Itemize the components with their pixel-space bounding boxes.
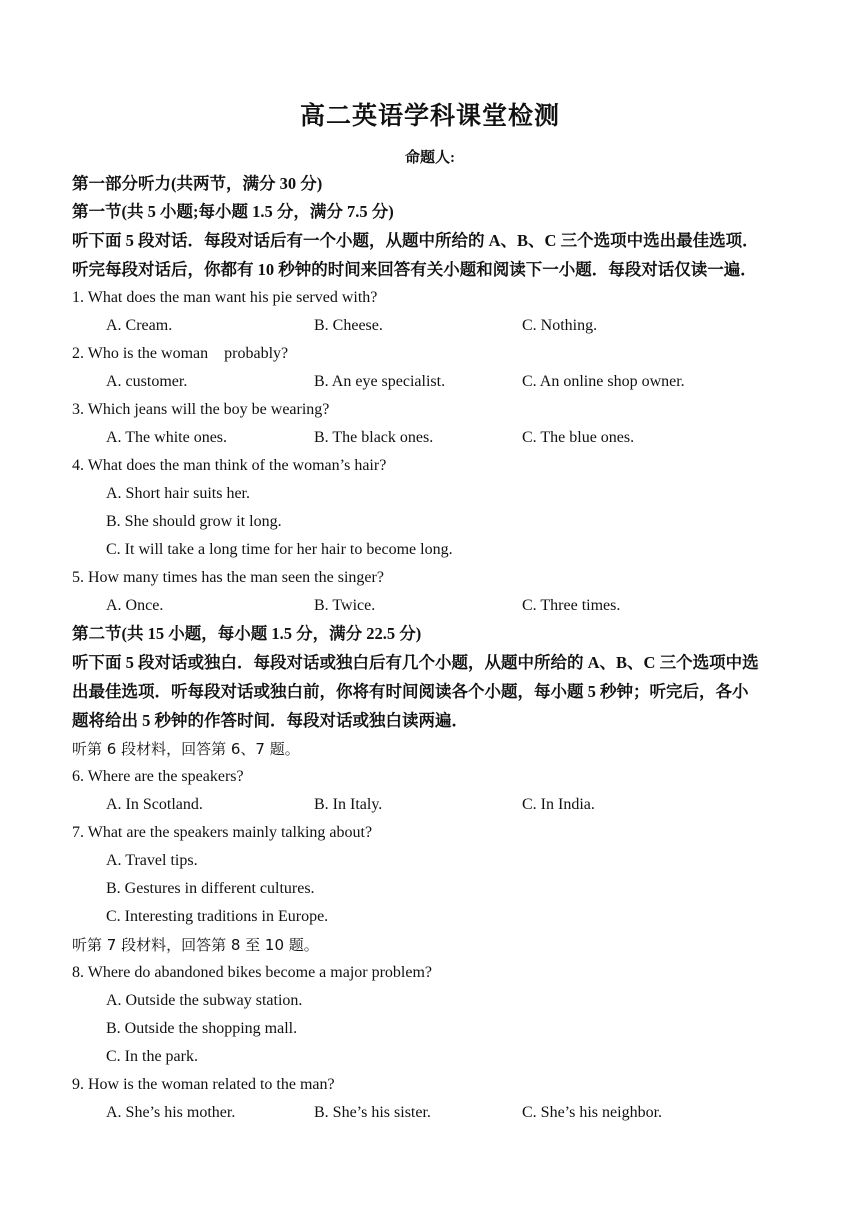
options-row bbox=[72, 791, 792, 819]
option-a: A. Short hair suits her. bbox=[106, 485, 250, 502]
section1-heading: 第一节(共 5 小题;每小题 1.5 分，满分 7.5 分) bbox=[72, 202, 394, 221]
option-c: C. Interesting traditions in Europe. bbox=[106, 908, 329, 925]
option-a: A. Once. bbox=[106, 597, 164, 614]
option-b: B. She’s his sister. bbox=[314, 1104, 431, 1121]
question-stem: 5. How many times has the man seen the singer? bbox=[72, 569, 384, 586]
options-row bbox=[72, 1099, 792, 1127]
author-label: 命题人: bbox=[405, 150, 455, 166]
question-stem: 4. What does the man think of the woman’s hair? bbox=[72, 457, 387, 474]
section2-instruction-line: 题将给出 5 秒钟的作答时间．每段对话或独白读两遍． bbox=[72, 711, 468, 730]
option-b: B. Outside the shopping mall. bbox=[106, 1020, 298, 1037]
option-a: A. Travel tips. bbox=[106, 852, 198, 869]
option-c: C. In India. bbox=[522, 796, 595, 813]
option-a: A. customer. bbox=[106, 373, 188, 390]
option-a: A. The white ones. bbox=[106, 429, 228, 446]
page-title: 高二英语学科课堂检测 bbox=[299, 103, 560, 130]
option-b: B. The black ones. bbox=[314, 429, 434, 446]
question-stem: 3. Which jeans will the boy be wearing? bbox=[72, 401, 330, 418]
option-c: C. It will take a long time for her hair to become long. bbox=[106, 541, 453, 558]
option-c: C. Nothing. bbox=[522, 317, 598, 334]
options-row bbox=[72, 312, 792, 340]
question-stem: 8. Where do abandoned bikes become a major problem? bbox=[72, 964, 433, 981]
option-a: A. She’s his mother. bbox=[106, 1104, 236, 1121]
exam-content bbox=[72, 170, 792, 1127]
option-a: A. Cream. bbox=[106, 317, 173, 334]
option-c: C. The blue ones. bbox=[522, 429, 635, 446]
question-stem: 9. How is the woman related to the man? bbox=[72, 1076, 335, 1093]
question-stem: 6. Where are the speakers? bbox=[72, 768, 244, 785]
option-b: B. Gestures in different cultures. bbox=[106, 880, 315, 897]
options-row bbox=[72, 592, 792, 620]
question-stem: 1. What does the man want his pie served with? bbox=[72, 289, 378, 306]
option-a: A. In Scotland. bbox=[106, 796, 203, 813]
options-row bbox=[72, 368, 792, 396]
options-row bbox=[72, 424, 792, 452]
section1-instruction-line: 听下面 5 段对话．每段对话后有一个小题，从题中所给的 A、B、C 三个选项中选出最佳选项． bbox=[72, 231, 759, 250]
part1-heading: 第一部分听力(共两节，满分 30 分) bbox=[72, 174, 323, 193]
section1-instruction-line: 听完每段对话后，你都有 10 秒钟的时间来回答有关小题和阅读下一小题．每段对话仅读一遍． bbox=[72, 260, 757, 279]
section2-instruction-line: 听下面 5 段对话或独白．每段对话或独白后有几个小题，从题中所给的 A、B、C 三个选项中选 bbox=[72, 653, 759, 672]
option-c: C. An online shop owner. bbox=[522, 373, 685, 390]
question-stem: 2. Who is the woman probably? bbox=[72, 345, 289, 362]
option-b: B. Twice. bbox=[314, 597, 376, 614]
option-c: C. In the park. bbox=[106, 1048, 198, 1065]
section2-instruction-line: 出最佳选项．听每段对话或独白前，你将有时间阅读各个小题，每小题 5 秒钟；听完后，各小 bbox=[72, 682, 749, 701]
option-b: B. Cheese. bbox=[314, 317, 383, 334]
option-c: C. Three times. bbox=[522, 597, 621, 614]
question-stem: 7. What are the speakers mainly talking about? bbox=[72, 824, 373, 841]
option-b: B. An eye specialist. bbox=[314, 373, 446, 390]
option-c: C. She’s his neighbor. bbox=[522, 1104, 663, 1121]
option-b: B. She should grow it long. bbox=[106, 513, 282, 530]
option-a: A. Outside the subway station. bbox=[106, 992, 303, 1009]
option-b: B. In Italy. bbox=[314, 796, 383, 813]
section2-heading: 第二节(共 15 小题，每小题 1.5 分，满分 22.5 分) bbox=[72, 624, 422, 643]
material-7-note: 听第 7 段材料，回答第 8 至 10 题。 bbox=[72, 936, 319, 954]
material-6-note: 听第 6 段材料，回答第 6、7 题。 bbox=[72, 740, 300, 758]
